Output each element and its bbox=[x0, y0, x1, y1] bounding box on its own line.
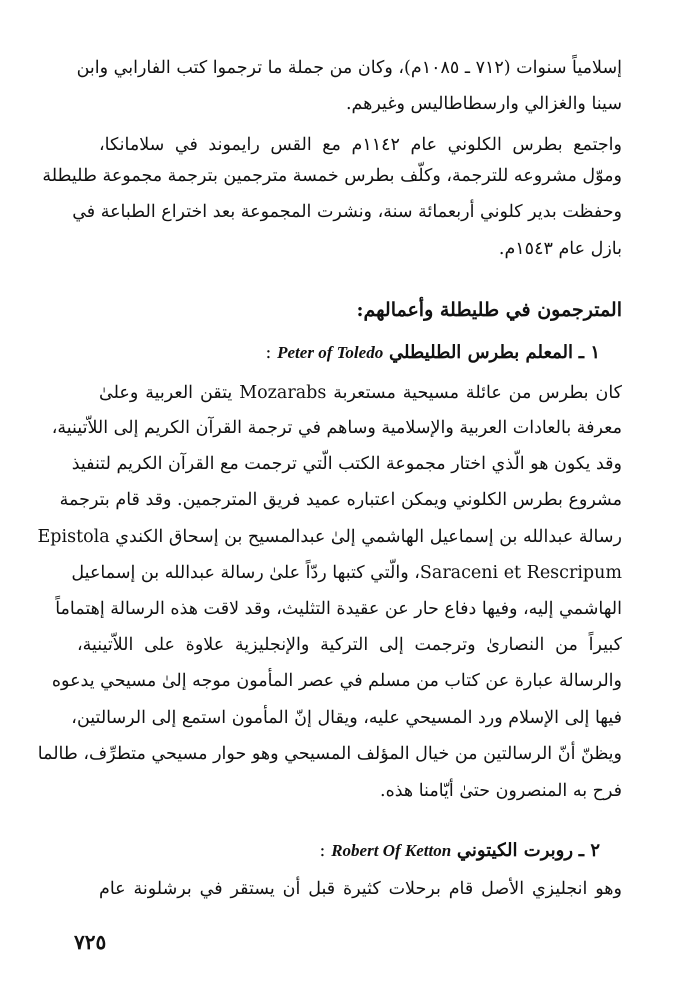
subheading-arabic: روبرت الكيتوني bbox=[456, 840, 574, 861]
subheading-colon: : bbox=[265, 342, 272, 363]
text-line: سينا والغزالي وارسطاطاليس وغيرهم. bbox=[345, 94, 622, 114]
text-line: بازل عام ١٥٤٣م. bbox=[498, 239, 622, 259]
text-line: معرفة بالعادات العربية والإسلامية وساهم في ترجمة القرآن الكريم إلى اللاّتينية، bbox=[51, 418, 622, 438]
subheading-number: ٢ ـ bbox=[578, 840, 600, 861]
text-line: مشروع بطرس الكلوني ويمكن اعتباره عميد فريق المترجمين. وقد قام بترجمة bbox=[59, 490, 622, 510]
text-line: وقد يكون هو الّذي اختار مجموعة الكتب الّتي ترجمت مع القرآن الكريم لتنفيذ bbox=[71, 454, 622, 474]
text-line: وهو انجليزي الأصل قام برحلات كثيرة قبل أن يستقر في برشلونة عام bbox=[99, 879, 622, 899]
text-line: فرح به المنصرون حتىٰ أيّامنا هذه. bbox=[380, 781, 622, 801]
text-line: واجتمع بطرس الكلوني عام ١١٤٢م مع القس رايموند في سلامانكا، bbox=[99, 135, 622, 155]
section-heading: المترجمون في طليطلة وأعمالهم: bbox=[356, 299, 622, 321]
text-line: الهاشمي إليه، وفيها دفاع حار عن عقيدة التثليث، وقد لاقت هذه الرسالة إهتماماً bbox=[55, 599, 622, 619]
text-line: وحفظت بدير كلوني أربعمائة سنة، ونشرت المجموعة بعد اختراع الطباعة في bbox=[72, 202, 622, 222]
text-line: رسالة عبدالله بن إسماعيل الهاشمي إلىٰ عبدالمسيح بن إسحاق الكندي Epistola bbox=[37, 527, 622, 547]
text-line: كبيراً من النصارىٰ وترجمت إلى التركية والإنجليزية علاوة على اللاّتينية، bbox=[77, 635, 622, 655]
subheading-arabic: المعلم بطرس الطليطلي bbox=[388, 342, 574, 363]
text-line: وموّل مشروعه للترجمة، وكلّف بطرس خمسة مترجمين بترجمة مجموعة طليطلة bbox=[42, 166, 622, 186]
subheading-latin: Peter of Toledo bbox=[277, 343, 384, 362]
text-line: كان بطرس من عائلة مسيحية مستعربة Mozarabs يتقن العربية وعلىٰ bbox=[99, 383, 622, 403]
subheading-robert-of-ketton bbox=[319, 838, 600, 864]
text-line: والرسالة عبارة عن كتاب من مسلم في عصر المأمون موجه إلىٰ مسيحي يدعوه bbox=[51, 671, 622, 691]
subheading-peter-of-toledo bbox=[265, 340, 600, 366]
text-line: إسلامياً سنوات (٧١٢ ـ ١٠٨٥م)، وكان من جملة ما ترجموا كتب الفارابي وابن bbox=[76, 58, 622, 78]
text-line: ويظنّ أنّ الرسالتين من خيال المؤلف المسيحي وهو حوار مسيحي متطرِّف، طالما bbox=[37, 744, 622, 764]
subheading-number: ١ ـ bbox=[578, 342, 600, 363]
subheading-colon: : bbox=[319, 840, 326, 861]
subheading-latin: Robert Of Ketton bbox=[331, 841, 452, 860]
page-number: ٧٢٥ bbox=[74, 930, 107, 954]
text-line: Saraceni et Rescripum، والّتي كتبها ردّاً علىٰ رسالة عبدالله بن إسماعيل bbox=[71, 563, 622, 583]
text-line: فيها إلى الإسلام ورد المسيحي عليه، ويقال إنّ المأمون استمع إلى الرسالتين، bbox=[71, 708, 622, 728]
